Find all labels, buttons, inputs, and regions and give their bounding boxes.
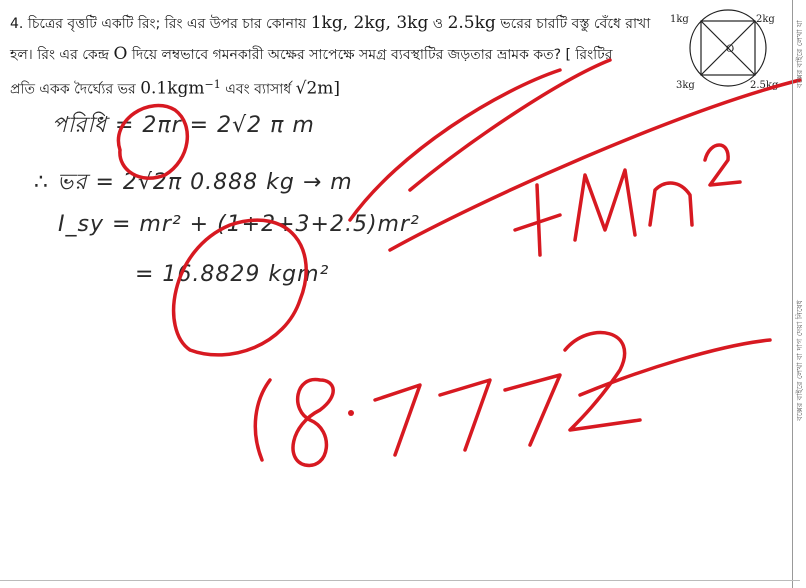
- ring-diagram: [668, 8, 780, 94]
- handwritten-line-4: = 16.8829 kgm²: [135, 262, 330, 287]
- density-exponent: −1: [204, 78, 221, 91]
- red-answer-seven-1: [375, 385, 420, 455]
- label-top-left: 1kg: [670, 14, 689, 25]
- red-underline-answer: [580, 340, 770, 395]
- question-text-part: ভরের চারটি বস্তু বেঁধে রাখা: [495, 16, 651, 32]
- handwritten-line-2: ∴ ভর = 2√2π 0.888 kg → m: [34, 170, 353, 195]
- conjunction: ও: [428, 16, 448, 32]
- red-answer-two: [565, 333, 640, 430]
- question-text-part: প্রতি একক দৈর্ঘ্যের ভর: [10, 81, 141, 98]
- question-number: 4.: [10, 16, 24, 32]
- center-label: O: [113, 44, 128, 64]
- red-formula-r: [650, 183, 692, 225]
- page-border: [792, 0, 793, 588]
- mass-value-4: 2.5kg: [447, 13, 496, 33]
- red-formula-square: [705, 145, 740, 185]
- red-answer-seven-3: [505, 375, 560, 445]
- question-line-1: [10, 8, 660, 39]
- question-line-2: [10, 39, 660, 70]
- red-answer-one: [255, 380, 270, 460]
- margin-note-top: বক্সের বাইরে লেখা যা: [795, 20, 804, 88]
- margin-note-bottom: বক্সের বাইরে লেখা বা দাগ দেয়া নিষেধ: [795, 300, 804, 421]
- question-text-part: দিয়ে লম্বভাবে গমনকারী অক্ষের সাপেক্ষে সমগ্র ব্যবস্থাটির জড়তার ভ্রামক কত? [ রিংটির: [127, 47, 613, 63]
- red-answer-eight: [293, 380, 333, 466]
- bottom-rule: [0, 580, 800, 581]
- red-formula-m: [575, 170, 635, 240]
- red-circle-around-value: [174, 220, 307, 355]
- red-decimal-point: [348, 410, 354, 416]
- question-text: [10, 8, 660, 105]
- question-text-part: চিত্রের বৃত্তটি একটি রিং; রিং এর উপর চার কোনায়: [27, 16, 311, 32]
- label-top-right: 2kg: [756, 14, 775, 25]
- handwritten-line-1: পরিধি = 2πr = 2√2 π m: [52, 113, 315, 138]
- handwritten-line-3: I_sy = mr² + (1+2+3+2.5)mr²: [58, 212, 420, 237]
- label-center: O: [726, 44, 735, 55]
- red-answer-seven-2: [440, 380, 490, 450]
- red-slash-main: [390, 80, 800, 250]
- question-line-3: [10, 70, 660, 105]
- radius-value: √2m]: [295, 78, 341, 99]
- red-formula-plus: [515, 185, 560, 255]
- question-text-part: হল। রিং এর কেন্দ্র: [10, 47, 114, 63]
- label-bottom-right: 2.5kg: [750, 80, 779, 91]
- label-bottom-left: 3kg: [676, 80, 695, 91]
- mass-values: 1kg, 2kg, 3kg: [310, 13, 429, 33]
- linear-density: 0.1kgm: [140, 78, 205, 99]
- question-text-part: এবং ব্যাসার্ধ: [220, 81, 296, 98]
